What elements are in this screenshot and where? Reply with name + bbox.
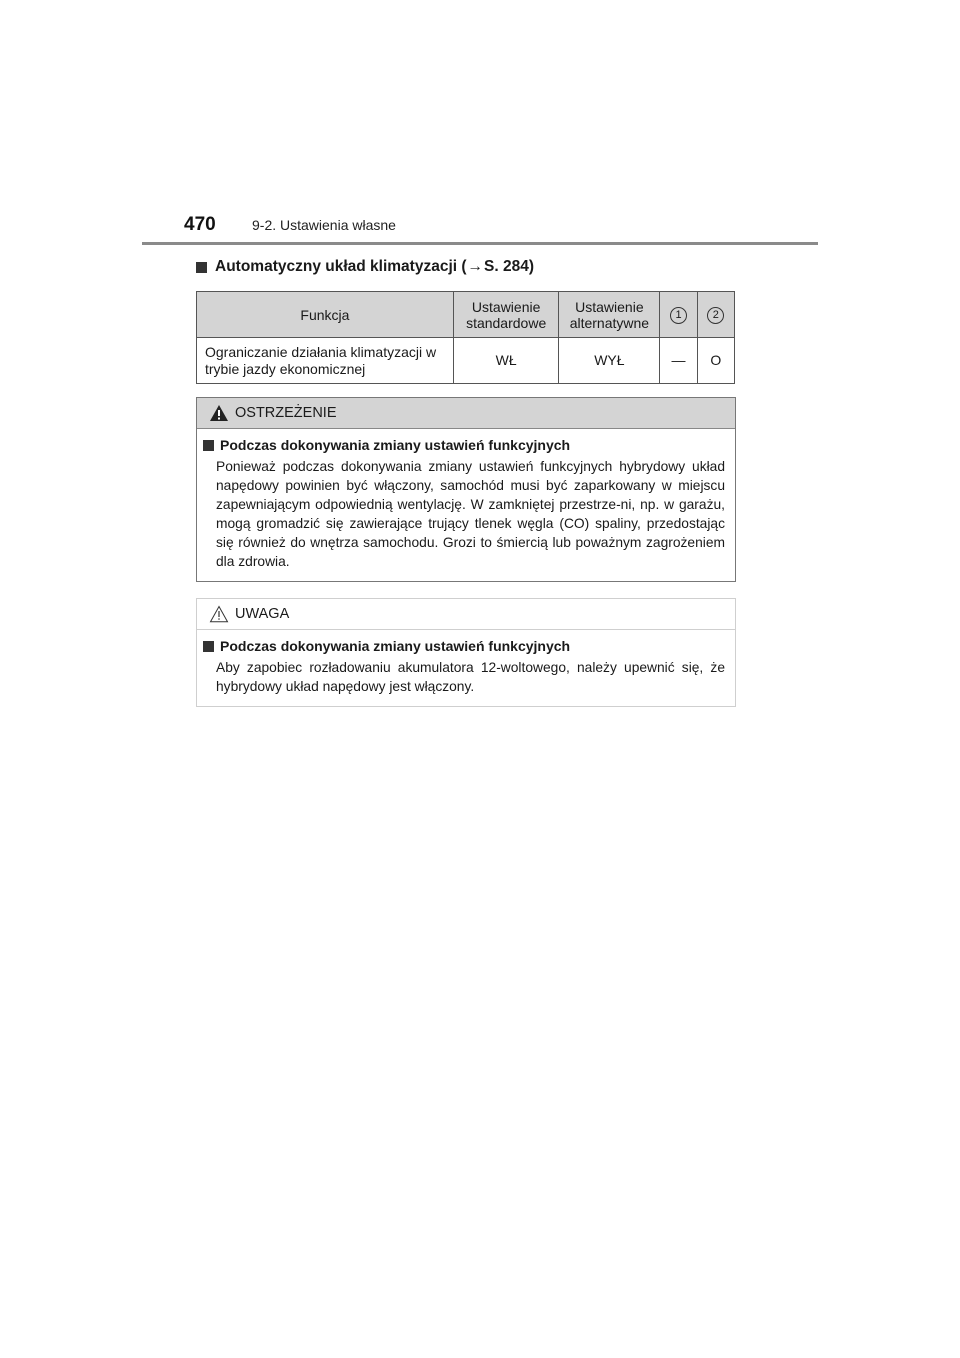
circled-2-icon: 2 (707, 307, 724, 324)
section-heading (196, 258, 534, 276)
table-header-row (197, 292, 735, 338)
notice-title: UWAGA (235, 606, 290, 622)
notice-box (196, 598, 736, 707)
notice-header (197, 599, 735, 630)
notice-subheading (203, 638, 725, 654)
warning-box (196, 397, 736, 582)
square-bullet-icon (203, 641, 214, 652)
col-header-1 (660, 292, 697, 338)
section-title: 9-2. Ustawienia własne (252, 217, 396, 233)
cell-standard: WŁ (453, 338, 559, 384)
heading-text-after: S. 284) (484, 258, 535, 275)
square-bullet-icon (203, 440, 214, 451)
col-header-standard: Ustawienie standardowe (453, 292, 559, 338)
warning-subheading (203, 437, 725, 453)
col-header-function: Funkcja (197, 292, 454, 338)
square-bullet-icon (196, 262, 207, 273)
warning-title: OSTRZEŻENIE (235, 405, 337, 421)
warning-paragraph: Ponieważ podczas dokonywania zmiany ustawień funkcyjnych hybrydowy układ napędowy powinien być włączony, samochód musi być zaparkowany w miejscu zapewniającym odpowiednią wentylację. W zamkniętej przestrze-ni, np. w garażu, mogą gromadzić się zawierające trujący tlenek węgla (CO) spaliny, przedostając się również do wnętrza samochodu. Grozi to śmiercią lub poważnym zagrożeniem dla zdrowia. (216, 459, 725, 569)
col-header-alternative: Ustawienie alternatywne (559, 292, 660, 338)
cell-col2: O (697, 338, 734, 384)
settings-table (196, 291, 735, 384)
col-header-2 (697, 292, 734, 338)
warning-icon (209, 404, 229, 422)
notice-subheading-text: Podczas dokonywania zmiany ustawień funkcyjnych (220, 638, 571, 654)
cell-col1: — (660, 338, 697, 384)
page-header (184, 214, 396, 236)
table-row (197, 338, 735, 384)
notice-paragraph: Aby zapobiec rozładowaniu akumulatora 12-woltowego, należy upewnić się, że hybrydowy układ napędowy jest włączony. (216, 660, 725, 694)
page-number: 470 (184, 214, 216, 235)
warning-body (197, 429, 735, 581)
warning-subheading-text: Podczas dokonywania zmiany ustawień funkcyjnych (220, 437, 571, 453)
heading-text-before: Automatyczny układ klimatyzacji ( (215, 258, 467, 275)
cell-function: Ograniczanie działania klimatyzacji w trybie jazdy ekonomicznej (197, 338, 454, 384)
notice-body (197, 630, 735, 706)
caution-icon (209, 605, 229, 623)
header-rule (142, 242, 818, 245)
circled-1-icon: 1 (670, 307, 687, 324)
cell-alternative: WYŁ (559, 338, 660, 384)
arrow-icon: → (467, 258, 484, 275)
warning-header (197, 398, 735, 429)
